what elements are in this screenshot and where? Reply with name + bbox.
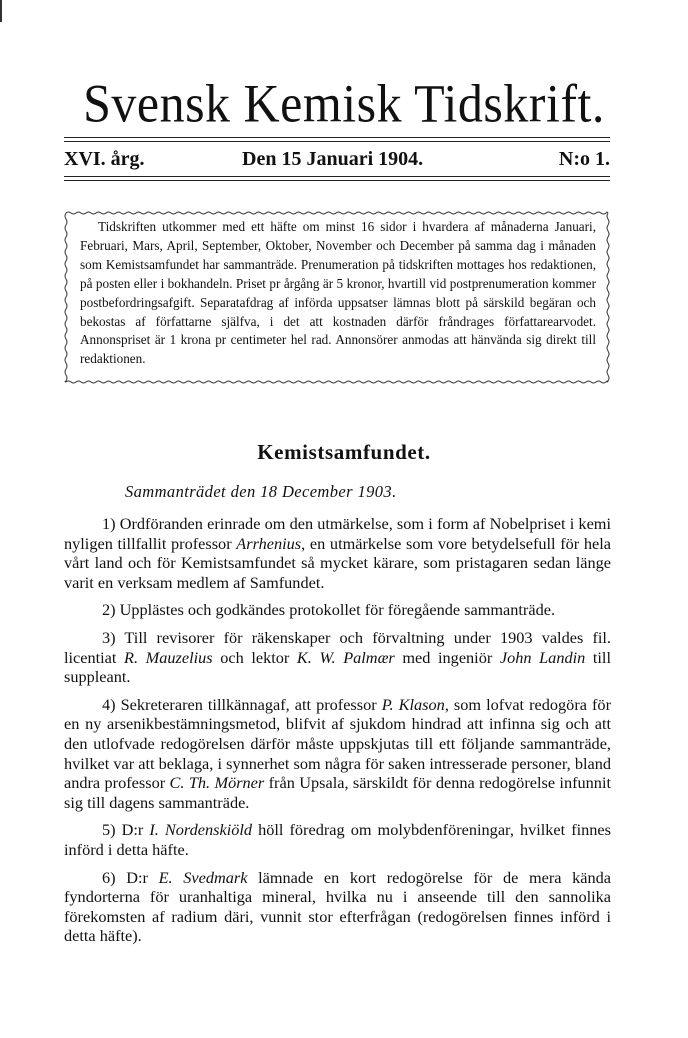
item-text: höll föredrag om molybdenföreningar, hvilket finnes införd i detta häfte. bbox=[64, 820, 611, 859]
item-text: 5) D:r bbox=[102, 820, 150, 840]
masthead-rule-top bbox=[64, 137, 610, 142]
person-name: John Landin bbox=[499, 647, 586, 667]
item-text: 4) Sekreteraren tillkännagaf, att professor bbox=[102, 694, 382, 714]
minutes-item-4 bbox=[64, 695, 611, 813]
person-name: P. Klason bbox=[381, 694, 445, 714]
meeting-heading: Sammanträdet den 18 December 1903. bbox=[125, 482, 397, 501]
item-text: och lektor bbox=[212, 647, 297, 667]
subscription-notice-box bbox=[62, 209, 612, 387]
item-text: lämnade en kort redogörelse för de mera kända fyndorterna för uranhaltiga mineral, hvilka nu i anseende till den sannolika förekomsten af radium däri, vunnit stor efterfrågan (redogörelsen finnes införd i detta häfte). bbox=[64, 867, 612, 946]
minutes-item-5 bbox=[64, 820, 611, 859]
item-text: 3) Till revisorer för räkenskaper och förvaltning under 1903 valdes fil. licentiat bbox=[64, 627, 611, 667]
journal-masthead: Svensk Kemisk Tidskrift. bbox=[83, 73, 605, 134]
person-name: I. Nordenskiöld bbox=[149, 820, 253, 840]
person-name: Arrhenius bbox=[236, 533, 302, 553]
minutes-item-6 bbox=[64, 868, 611, 946]
item-text: 2) Upplästes och godkändes protokollet för föregående sammanträde. bbox=[102, 600, 556, 620]
issue-volume: XVI. årg. bbox=[64, 148, 145, 170]
person-name: R. Mauzelius bbox=[124, 647, 213, 667]
item-text: 6) D:r bbox=[102, 867, 159, 887]
person-name: K. W. Palmær bbox=[296, 647, 395, 667]
person-name: C. Th. Mörner bbox=[169, 773, 265, 793]
minutes-item-3 bbox=[64, 628, 611, 687]
item-text: , som lofvat redogöra för en ny arsenikbestämningsmetod, blifvit af sjukdom hindrad att infinna sig och att den utlofvade redogörelsen därför måste uppskjutas till ett följande sammanträde, hvilket var att beklaga, i synnerhet som några för saken intresserade personer, bland andra professor bbox=[64, 694, 611, 793]
minutes-item-1 bbox=[64, 514, 611, 592]
item-text: till suppleant. bbox=[64, 647, 611, 687]
minutes-body bbox=[64, 514, 611, 954]
item-text: , en utmärkelse som vore betydelsefull för hela vårt land och för Kemistsamfundet så mycket kärare, som pristagaren sedan länge varit en verksam medlem af Samfundet. bbox=[64, 533, 612, 592]
section-title: Kemistsamfundet. bbox=[257, 440, 431, 464]
issue-number: N:o 1. bbox=[558, 148, 610, 170]
item-text: med ingeniör bbox=[394, 647, 500, 667]
minutes-item-2 bbox=[64, 600, 611, 620]
issue-date: Den 15 Januari 1904. bbox=[242, 148, 424, 170]
subscription-notice-text: Tidskriften utkommer med ett häfte om minst 16 sidor i hvardera af månaderna Januari, Februari, Mars, April, September, Oktober, November och December på samma dag i månaden som Kemistsamfundet har sammanträde. Prenumeration på tidskriften mottages hos redaktionen, på posten eller i bokhandeln. Priset pr årgång är 5 kronor, hvartill vid postprenumeration kommer postbefordringsafgift. Separatafdrag af införda uppsatser lämnas blott på särskild begäran och bekostas af författarne själfva, i det att kostnaden därför fråndrages författarearvodet. Annonspriset är 1 krona pr centimeter hel rad. Annonsörer anmodas att hänvända sig direkt till redaktionen. bbox=[80, 219, 596, 367]
person-name: E. Svedmark bbox=[158, 867, 248, 887]
item-text: från Upsala, särskildt för denna redogörelse infunnit sig till dagens sammanträde. bbox=[64, 773, 611, 812]
masthead-rule-bottom bbox=[64, 176, 610, 181]
item-text: 1) Ordföranden erinrade om den utmärkelse, som i form af Nobelpriset i kemi nyligen tillfallit professor bbox=[64, 514, 611, 553]
page-edge-mark bbox=[0, 0, 8, 22]
